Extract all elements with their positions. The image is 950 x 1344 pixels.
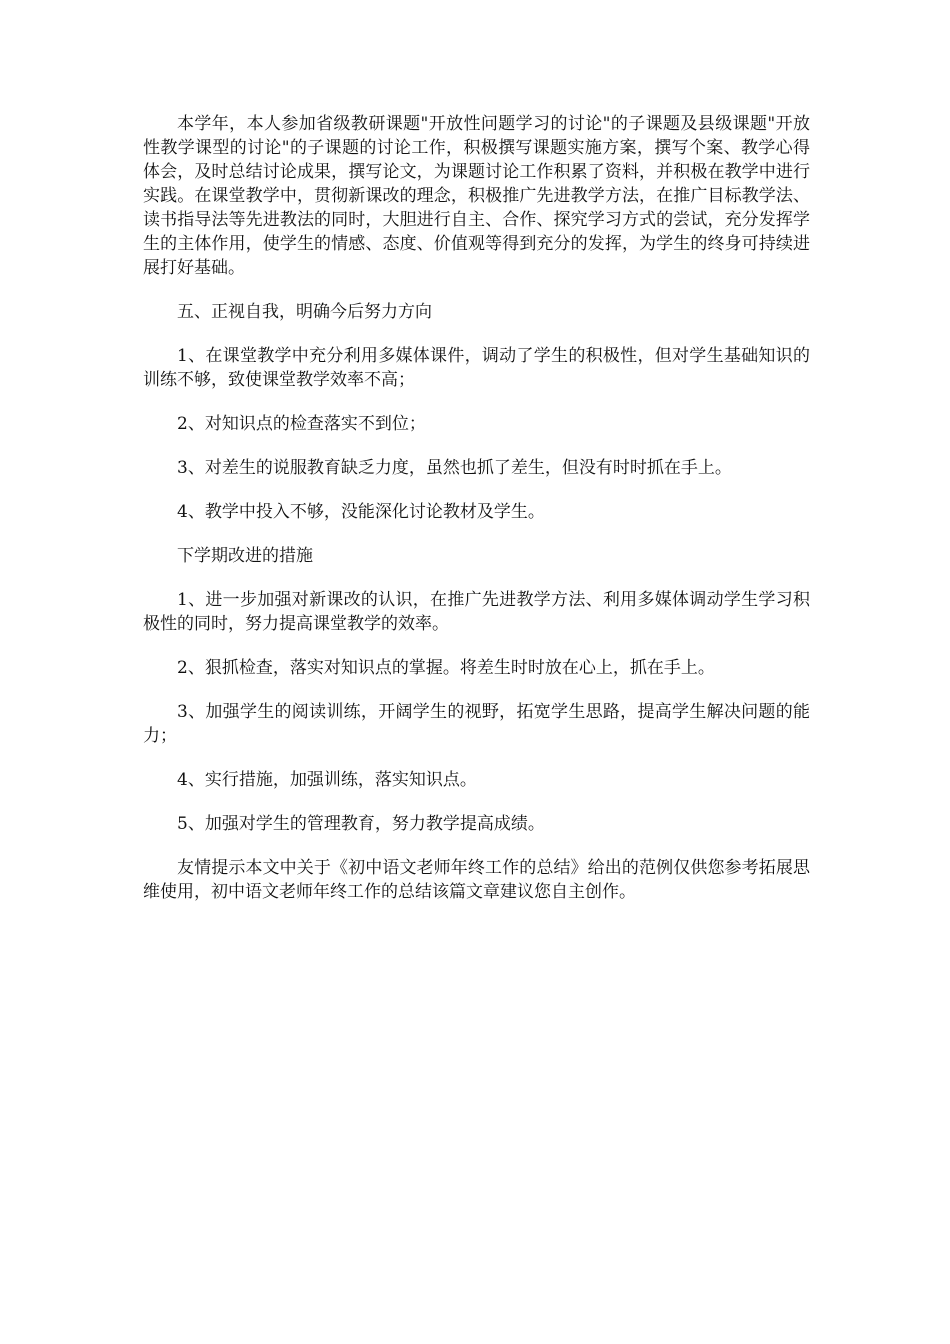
list-item-improvement-4: 4、实行措施，加强训练，落实知识点。 [177, 770, 477, 790]
list-item-shortcoming-1: 1、在课堂教学中充分利用多媒体课件，调动了学生的积极性，但对学生基础知识的训练不够，致使课堂教学效率不高； [143, 346, 810, 390]
list-item-shortcoming-4: 4、教学中投入不够，没能深化讨论教材及学生。 [177, 502, 545, 522]
closing-note: 友情提示本文中关于《初中语文老师年终工作的总结》给出的范例仅供您参考拓展思维使用，初中语文老师年终工作的总结该篇文章建议您自主创作。 [143, 858, 810, 902]
list-item-improvement-1: 1、进一步加强对新课改的认识，在推广先进教学方法、利用多媒体调动学生学习积极性的同时，努力提高课堂教学的效率。 [143, 590, 810, 634]
list-item-improvement-5: 5、加强对学生的管理教育，努力教学提高成绩。 [177, 814, 545, 834]
list-item-shortcoming-2: 2、对知识点的检查落实不到位； [177, 414, 426, 434]
document-body [143, 112, 810, 924]
section-heading-improvements: 下学期改进的措施 [177, 546, 313, 566]
list-item-improvement-3: 3、加强学生的阅读训练，开阔学生的视野，拓宽学生思路，提高学生解决问题的能力； [143, 702, 810, 746]
section-heading-self-reflection: 五、正视自我，明确今后努力方向 [177, 302, 432, 322]
list-item-shortcoming-3: 3、对差生的说服教育缺乏力度，虽然也抓了差生，但没有时时抓在手上。 [177, 458, 732, 478]
paragraph-research-work: 本学年，本人参加省级教研课题"开放性问题学习的讨论"的子课题及县级课题"开放性教学课型的讨论"的子课题的讨论工作，积极撰写课题实施方案，撰写个案、教学心得体会，及时总结讨论成果，撰写论文，为课题讨论工作积累了资料，并积极在教学中进行实践。在课堂教学中，贯彻新课改的理念，积极推广先进教学方法，在推广目标教学法、读书指导法等先进教法的同时，大胆进行自主、合作、探究学习方式的尝试，充分发挥学生的主体作用，使学生的情感、态度、价值观等得到充分的发挥，为学生的终身可持续进展打好基础。 [143, 114, 810, 278]
list-item-improvement-2: 2、狠抓检查，落实对知识点的掌握。将差生时时放在心上，抓在手上。 [177, 658, 715, 678]
